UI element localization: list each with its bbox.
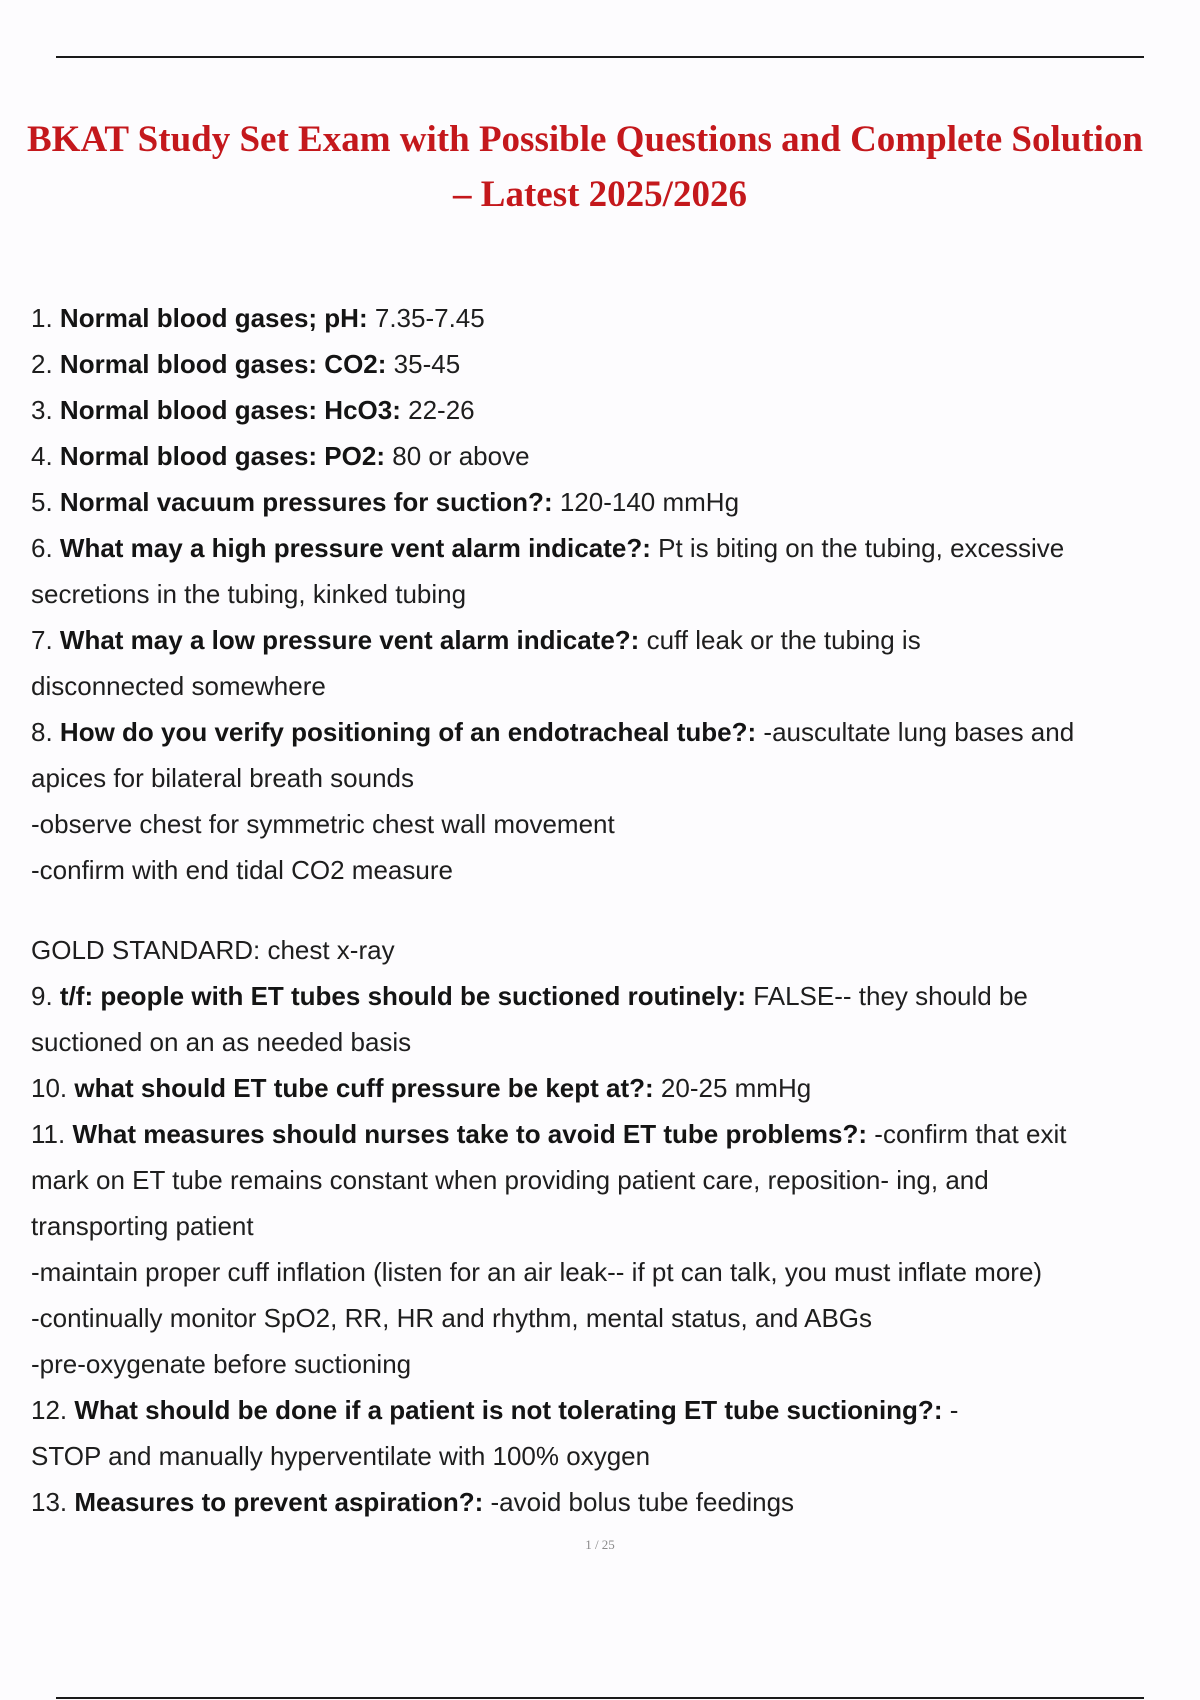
question-number: 4.: [31, 441, 53, 471]
question-text: What should be done if a patient is not tolerating ET tube suctioning?:: [74, 1395, 943, 1425]
question-text: Normal blood gases: CO2:: [59, 349, 387, 379]
question-text: Measures to prevent aspiration?:: [74, 1487, 484, 1517]
answer-text: 20-25 mmHg: [660, 1073, 812, 1103]
answer-continuation: -pre-oxygenate before suctioning: [31, 1349, 412, 1379]
question-text: what should ET tube cuff pressure be kept at?:: [74, 1073, 654, 1103]
question-item: [31, 1387, 1171, 1433]
bottom-rule: [56, 1697, 1144, 1699]
answer-continuation: GOLD STANDARD: chest x-ray: [31, 935, 395, 965]
answer-continuation: transporting patient: [31, 1211, 254, 1241]
question-number: 11.: [31, 1119, 66, 1149]
paragraph-gap: [31, 893, 1171, 927]
question-item: [31, 709, 1171, 755]
answer-continuation: STOP and manually hyperventilate with 100% oxygen: [31, 1441, 651, 1471]
question-text: How do you verify positioning of an endotracheal tube?:: [59, 717, 757, 747]
question-list: [31, 295, 1171, 1525]
question-item: [31, 525, 1171, 571]
question-number: 7.: [31, 625, 53, 655]
question-text: Normal blood gases: HcO3:: [59, 395, 401, 425]
question-item: [31, 387, 1171, 433]
answer-text: FALSE-- they should be: [753, 981, 1028, 1011]
answer-text: Pt is biting on the tubing, excessive: [658, 533, 1065, 563]
answer-continuation: -observe chest for symmetric chest wall movement: [31, 809, 615, 839]
question-item: [31, 1065, 1171, 1111]
answer-text: -avoid bolus tube feedings: [490, 1487, 795, 1517]
question-text: What measures should nurses take to avoid ET tube problems?:: [72, 1119, 868, 1149]
answer-text: -auscultate lung bases and: [763, 717, 1075, 747]
question-item: [31, 433, 1171, 479]
answer-text: -: [949, 1395, 959, 1425]
answer-text: 22-26: [408, 395, 475, 425]
question-item: [31, 295, 1171, 341]
answer-continuation: mark on ET tube remains constant when providing patient care, reposition- ing, and: [31, 1165, 989, 1195]
title-line-1: BKAT Study Set Exam with Possible Questions and Complete Solution: [26, 119, 1144, 160]
answer-continuation: -maintain proper cuff inflation (listen for an air leak-- if pt can talk, you must inflate more): [31, 1257, 1043, 1287]
question-text: t/f: people with ET tubes should be suctioned routinely:: [59, 981, 747, 1011]
top-rule: [56, 56, 1144, 58]
answer-continuation: suctioned on an as needed basis: [31, 1027, 412, 1057]
question-text: Normal vacuum pressures for suction?:: [59, 487, 553, 517]
answer-text: 120-140 mmHg: [559, 487, 740, 517]
title-line-2: – Latest 2025/2026: [453, 174, 747, 215]
question-number: 1.: [31, 303, 53, 333]
question-number: 6.: [31, 533, 53, 563]
answer-continuation: -confirm with end tidal CO2 measure: [31, 855, 453, 885]
answer-text: 35-45: [393, 349, 461, 379]
page-number: 1 / 25: [585, 1537, 615, 1552]
question-text: What may a high pressure vent alarm indicate?:: [59, 533, 651, 563]
question-text: Normal blood gases; pH:: [59, 303, 368, 333]
question-number: 5.: [31, 487, 53, 517]
question-number: 3.: [31, 395, 53, 425]
question-number: 8.: [31, 717, 53, 747]
answer-text: 80 or above: [392, 441, 530, 471]
question-number: 9.: [31, 981, 53, 1011]
question-item: [31, 973, 1171, 1019]
document-title: [0, 112, 1200, 222]
question-item: [31, 341, 1171, 387]
question-text: What may a low pressure vent alarm indicate?:: [59, 625, 640, 655]
question-number: 2.: [31, 349, 53, 379]
answer-text: 7.35-7.45: [374, 303, 485, 333]
answer-continuation: disconnected somewhere: [31, 671, 326, 701]
answer-text: -confirm that exit: [874, 1119, 1067, 1149]
question-number: 13.: [31, 1487, 68, 1517]
answer-continuation: -continually monitor SpO2, RR, HR and rhythm, mental status, and ABGs: [31, 1303, 873, 1333]
answer-continuation: apices for bilateral breath sounds: [31, 763, 415, 793]
question-number: 12.: [31, 1395, 68, 1425]
question-item: [31, 1479, 1171, 1525]
question-item: [31, 1111, 1171, 1157]
question-item: [31, 617, 1171, 663]
answer-text: cuff leak or the tubing is: [646, 625, 921, 655]
question-text: Normal blood gases: PO2:: [59, 441, 385, 471]
question-item: [31, 479, 1171, 525]
question-number: 10.: [31, 1073, 68, 1103]
answer-continuation: secretions in the tubing, kinked tubing: [31, 579, 467, 609]
